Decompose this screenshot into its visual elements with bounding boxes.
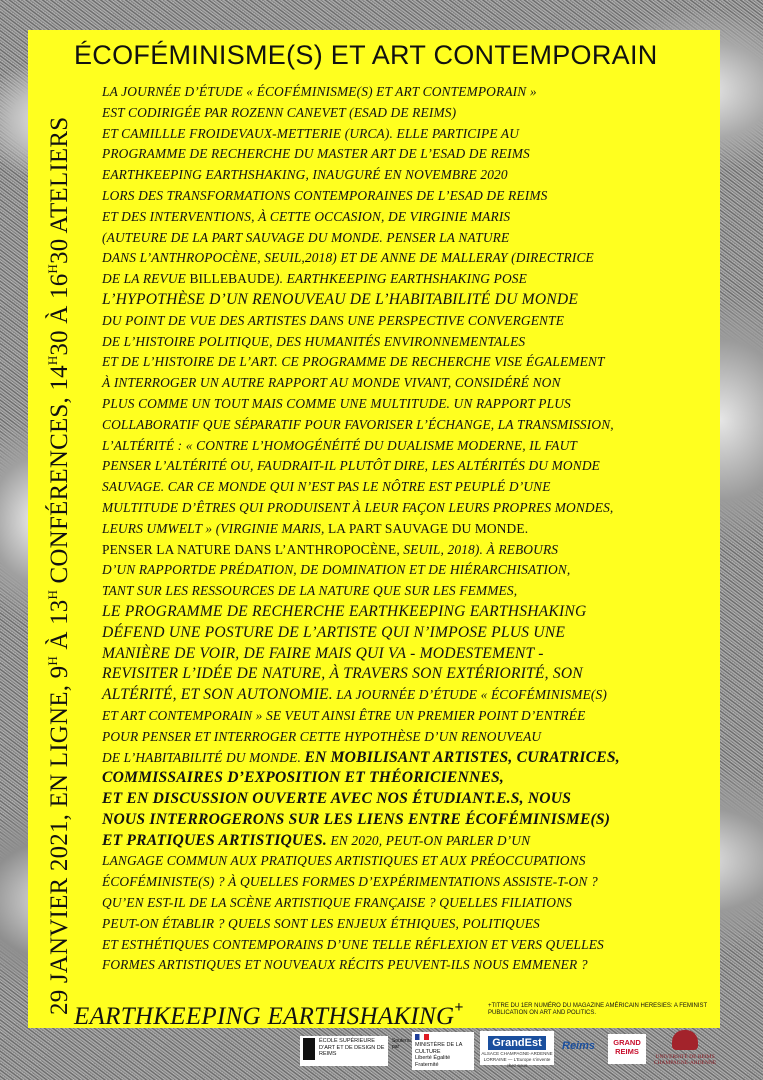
urca-logo: UNIVERSITÉ DE REIMS CHAMPAGNE-ARDENNE [650,1030,720,1072]
text-line: PROGRAMME DE RECHERCHE DU MASTER ART DE L’ESAD DE REIMS [102,146,530,162]
esad-mark-icon [303,1038,315,1060]
text-line: DE L’HABITABILITÉ DU MONDE. EN MOBILISANT ARTISTES, CURATRICES, [102,748,620,766]
side-title-date-schedule: 29 JANVIER 2021, EN LIGNE, $9^H$ À $13^H$ CONFÉRENCES, $14^H30$ À $16^H30$ ATELIERS [45,116,73,1015]
text-line: COLLABORATIF QUE SÉPARATIF POUR FAVORISER L’ÉCHANGE, LA TRANSMISSION, [102,416,614,432]
university-crest-icon [672,1030,698,1050]
text-line: ÉCOFÉMINISTE(S) ? À QUELLES FORMES D’EXPÉRIMENTATIONS ASSISTE-T-ON ? [102,874,598,890]
revue-title: BILLEBAUDE [189,271,276,287]
text-line-emphasis: MANIÈRE DE VOIR, DE FAIRE MAIS QUI VA - MODESTEMENT - [102,644,544,662]
footnote: +TITRE DU 1ER NUMÉRO DU MAGAZINE AMÉRICAIN HERESIES: A FEMINIST PUBLICATION ON ART AND POLITICS. [488,1003,708,1016]
text-line: DE L’HISTOIRE POLITIQUE, DES HUMANITÉS ENVIRONNEMENTALES [102,333,526,349]
text-line: PLUS COMME UN TOUT MAIS COMME UNE MULTITUDE. UN RAPPORT PLUS [102,395,571,411]
text-line: DE LA REVUE BILLEBAUDE). EARTHKEEPING EARTHSHAKING POSE [102,271,527,287]
text-line: ET DE L’HISTOIRE DE L’ART. CE PROGRAMME DE RECHERCHE VISE ÉGALEMENT [102,354,605,370]
text-line-emphasis: DÉFEND UNE POSTURE DE L’ARTISTE QUI N’IMPOSE PLUS UNE [102,623,566,641]
text-line: (AUTEURE DE LA PART SAUVAGE DU MONDE. PENSER LA NATURE [102,229,510,245]
page-title: ÉCOFÉMINISME(S) ET ART CONTEMPORAIN [74,40,658,70]
reims-logo: Reims [562,1040,596,1052]
french-flag-icon [415,1034,429,1040]
text-line: PENSER LA NATURE DANS L’ANTHROPOCÈNE, SEUIL, 2018). À REBOURS [102,541,559,557]
text-line: ET DES INTERVENTIONS, À CETTE OCCASION, DE VIRGINIE MARIS [102,208,511,224]
text-line: DANS L’ANTHROPOCÈNE, SEUIL,2018) ET DE ANNE DE MALLERAY (DIRECTRICE [102,250,594,266]
grandest-logo: GrandEst ALSACE CHAMPAGNE-ARDENNE LORRAINE — L’Europe s’invente chez nous [480,1031,554,1065]
grand-reims-logo: GRAND REIMS [608,1034,646,1064]
text-line: LEURS UMWELT » (VIRGINIE MARIS, LA PART SAUVAGE DU MONDE. [102,520,529,536]
text-line: À INTERROGER UN AUTRE RAPPORT AU MONDE VIVANT, CONSIDÉRÉ NON [102,375,561,391]
text-line: QU’EN EST-IL DE LA SCÈNE ARTISTIQUE FRANÇAISE ? QUELLES FILIATIONS [102,895,573,911]
text-line: DU POINT DE VUE DES ARTISTES DANS UNE PERSPECTIVE CONVERGENTE [102,312,565,328]
text-line: ET PRATIQUES ARTISTIQUES. EN 2020, PEUT-ON PARLER D’UN [102,831,531,849]
text-line-emphasis: L’HYPOTHÈSE D’UN RENOUVEAU DE L’HABITABILITÉ DU MONDE [102,290,579,308]
text-line: ET ESTHÉTIQUES CONTEMPORAINS D’UNE TELLE RÉFLEXION ET VERS QUELLES [102,936,604,952]
book-title: LA PART SAUVAGE DU MONDE. [327,520,529,536]
program-title: EARTHKEEPING EARTHSHAKING+ [74,999,464,1030]
support-label: Soutenu par [392,1038,411,1050]
text-line: EST CODIRIGÉE PAR ROZENN CANEVET (ESAD DE REIMS) [102,104,457,120]
text-line: LORS DES TRANSFORMATIONS CONTEMPORAINES DE L’ESAD DE REIMS [102,187,548,203]
text-line: PEUT-ON ÉTABLIR ? QUELS SONT LES ENJEUX ÉTHIQUES, POLITIQUES [102,915,540,931]
text-line-emphasis: NOUS INTERROGERONS SUR LES LIENS ENTRE ÉCOFÉMINISME(S) [102,810,611,828]
body-text [102,82,708,976]
text-line: L’ALTÉRITÉ : « CONTRE L’HOMOGÉNÉITÉ DU DUALISME MODERNE, IL FAUT [102,437,578,453]
text-line: FORMES ARTISTIQUES ET NOUVEAUX RÉCITS PEUVENT-ILS NOUS EMMENER ? [102,957,588,973]
text-line: ALTÉRITÉ, ET SON AUTONOMIE. LA JOURNÉE D’ÉTUDE « ÉCOFÉMINISME(S) [102,686,607,704]
text-line: EARTHKEEPING EARTHSHAKING, INAUGURÉ EN NOVEMBRE 2020 [102,167,508,183]
text-line-emphasis: LE PROGRAMME DE RECHERCHE EARTHKEEPING EARTHSHAKING [102,602,587,620]
text-line: PENSER L’ALTÉRITÉ OU, FAUDRAIT-IL PLUTÔT DIRE, LES ALTÉRITÉS DU MONDE [102,458,600,474]
text-line: LA JOURNÉE D’ÉTUDE « ÉCOFÉMINISME(S) ET ART CONTEMPORAIN » [102,84,537,99]
text-line-emphasis: REVISITER L’IDÉE DE NATURE, À TRAVERS SON EXTÉRIORITÉ, SON [102,665,583,683]
text-line: D’UN RAPPORTDE PRÉDATION, DE DOMINATION ET DE HIÉRARCHISATION, [102,562,571,578]
partner-logos [300,1030,730,1072]
ministere-logo: MINISTÈRE DE LA CULTURE Liberté Égalité Fraternité [412,1032,474,1070]
text-line: TANT SUR LES RESSOURCES DE LA NATURE QUE SUR LES FEMMES, [102,583,518,599]
esad-logo: ÉCOLE SUPÉRIEURE D’ART ET DE DESIGN DE REIMS [300,1036,388,1066]
text-line: SAUVAGE. CAR CE MONDE QUI N’EST PAS LE NÔTRE EST PEUPLÉ D’UNE [102,479,551,495]
text-line: LANGAGE COMMUN AUX PRATIQUES ARTISTIQUES ET AUX PRÉOCCUPATIONS [102,853,586,869]
text-line: ET ART CONTEMPORAIN » SE VEUT AINSI ÊTRE UN PREMIER POINT D’ENTRÉE [102,707,586,723]
text-line-emphasis: ET EN DISCUSSION OUVERTE AVEC NOS ÉTUDIANT.E.S, NOUS [102,790,572,808]
text-line-emphasis: COMMISSAIRES D’EXPOSITION ET THÉORICIENNES, [102,769,505,787]
text-line: MULTITUDE D’ÊTRES QUI PRODUISENT À LEUR FAÇON LEURS PROPRES MONDES, [102,499,614,515]
text-line: POUR PENSER ET INTERROGER CETTE HYPOTHÈSE D’UN RENOUVEAU [102,728,542,744]
text-line: ET CAMILLLE FROIDEVAUX-METTERIE (URCA). ELLE PARTICIPE AU [102,125,520,141]
